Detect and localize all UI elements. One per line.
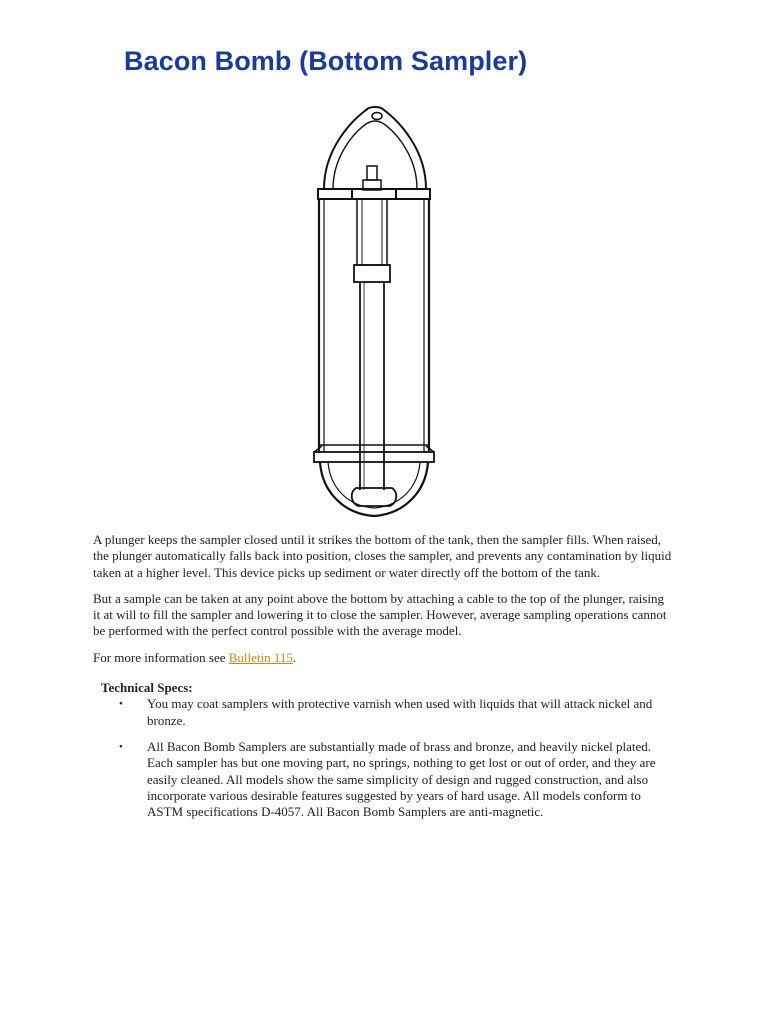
more-info-line [93, 650, 673, 666]
plunger-collar [354, 265, 390, 282]
bullet-icon: • [119, 740, 123, 753]
list-item [119, 738, 673, 820]
sampler-bottom-collar [314, 452, 434, 462]
more-info-prefix: For more information see [93, 649, 229, 665]
page-title: Bacon Bomb (Bottom Sampler) [124, 46, 528, 76]
more-info-suffix: . [292, 649, 297, 665]
technical-specs-list [93, 696, 673, 820]
spec-text: All Bacon Bomb Samplers are substantially made of brass and bronze, and heavily nickel plated. Each sampler has but one moving part, no springs, nothing to get lost or out of order, and they are easily cleaned. All models show the same simplicity of design and rugged construction, and also incorporate various desirable features suggested by years of hard usage. All models conform to ASTM specifications D-4057. All Bacon Bomb Samplers are anti-magnetic. [147, 738, 656, 820]
technical-specs-heading: Technical Specs: [101, 680, 193, 696]
bulletin-link[interactable]: Bulletin 115 [228, 649, 293, 665]
description-paragraph-2: But a sample can be taken at any point above the bottom by attaching a cable to the top of the plunger, raising it at will to fill the sampler and lowering it to close the sampler. However, average sampling operations cannot be performed with the perfect control possible with the average model. [93, 590, 667, 639]
plunger-tip [367, 166, 377, 180]
bullet-icon: • [119, 698, 123, 711]
sampler-eye [372, 113, 382, 120]
description-paragraph-1: A plunger keeps the sampler closed until it strikes the bottom of the tank, then the sampler fills. When raised, the plunger automatically falls back into position, closes the sampler, and prevents any contamination by liquid taken at a higher level. This device picks up sediment or water directly off the bottom of the tank. [93, 532, 672, 580]
plunger-valve [352, 488, 397, 506]
list-item [119, 696, 673, 729]
bacon-bomb-sampler-diagram [300, 100, 450, 520]
spec-text: You may coat samplers with protective varnish when used with liquids that will attack nickel and bronze. [147, 696, 653, 728]
article-body [93, 532, 673, 830]
sampler-drawing [300, 100, 450, 520]
